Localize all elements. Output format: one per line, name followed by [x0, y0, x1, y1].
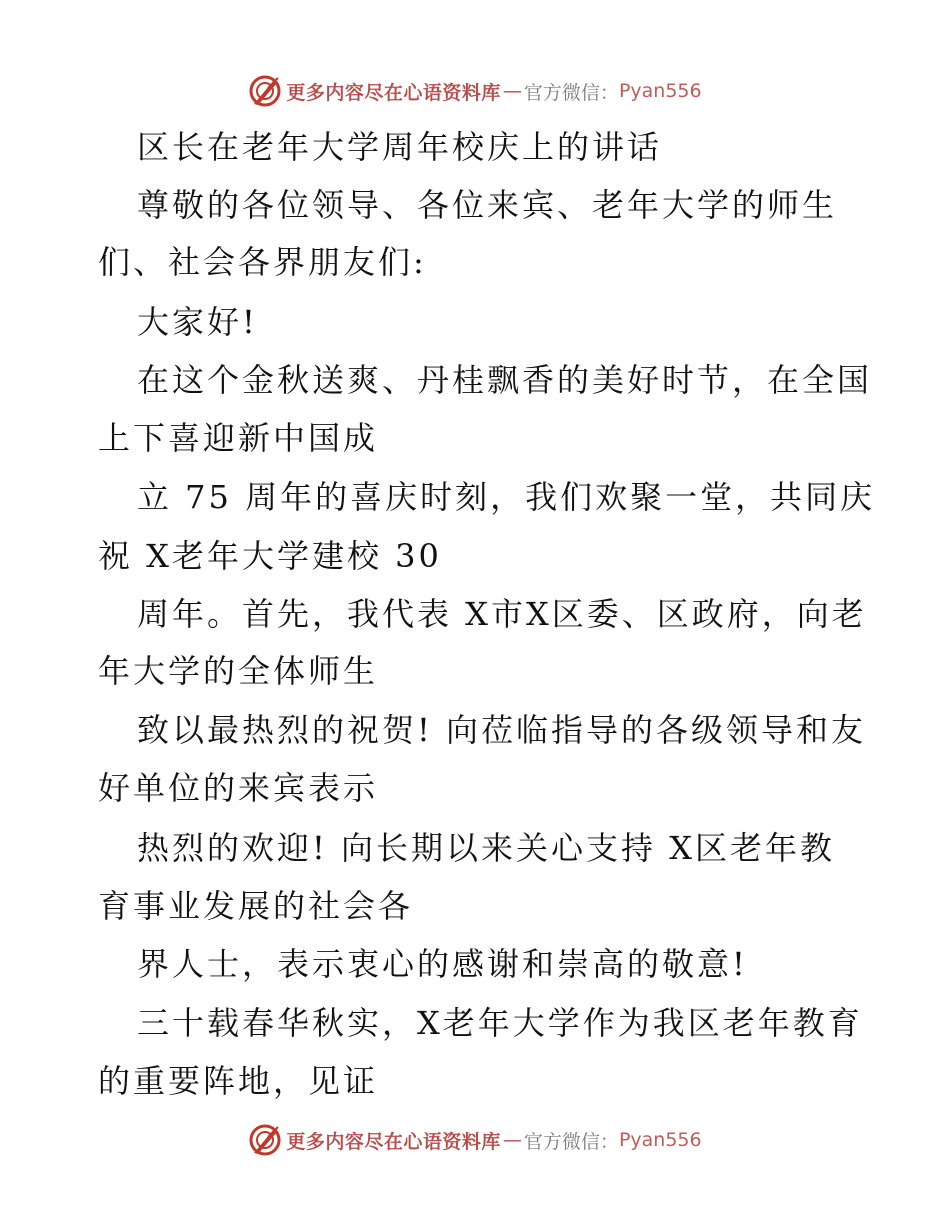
paragraph-line: 上下喜迎新中国成 [98, 419, 379, 457]
watermark-wechat-id: Pyan556 [618, 80, 702, 102]
header-watermark [0, 71, 950, 111]
paragraph-line: 热烈的欢迎! 向长期以来关心支持 X区老年教 [137, 829, 835, 867]
paragraph-line: 尊敬的各位领导、各位来宾、老年大学的师生 [137, 186, 838, 224]
paragraph-line: 在这个金秋送爽、丹桂飘香的美好时节，在全国 [137, 361, 873, 399]
paragraph-line: 周年。首先，我代表 X市X区委、区政府，向老 [137, 595, 867, 633]
quill-logo-icon [248, 74, 282, 108]
paragraph-line: 们、社会各界朋友们: [98, 243, 427, 281]
paragraph-line: 年大学的全体师生 [98, 652, 379, 690]
watermark-dash: — [502, 80, 522, 102]
footer-watermark [0, 1120, 950, 1160]
document-title: 区长在老年大学周年校庆上的讲话 [137, 128, 663, 166]
paragraph-line: 祝 X老年大学建校 30 [98, 537, 442, 575]
quill-logo-icon [248, 1123, 282, 1157]
watermark-site-text: 更多内容尽在心语资料库 [286, 81, 501, 104]
paragraph-line: 三十载春华秋实，X老年大学作为我区老年教育 [137, 1004, 863, 1042]
watermark-dash: — [502, 1129, 522, 1151]
watermark-site-text: 更多内容尽在心语资料库 [286, 1130, 501, 1153]
watermark-wechat-id: Pyan556 [618, 1129, 702, 1151]
paragraph-line: 大家好! [137, 303, 258, 341]
paragraph-line: 界人士，表示衷心的感谢和崇高的敬意! [137, 945, 748, 983]
paragraph-line: 育事业发展的社会各 [98, 887, 414, 925]
watermark-wechat-label: 官方微信： [523, 1130, 619, 1153]
watermark-wechat-label: 官方微信： [523, 81, 619, 104]
paragraph-line: 致以最热烈的祝贺! 向莅临指导的各级领导和友 [137, 711, 867, 749]
paragraph-line: 的重要阵地，见证 [98, 1062, 379, 1100]
paragraph-line: 好单位的来宾表示 [98, 769, 379, 807]
paragraph-line: 立 75 周年的喜庆时刻，我们欢聚一堂，共同庆 [137, 478, 876, 516]
